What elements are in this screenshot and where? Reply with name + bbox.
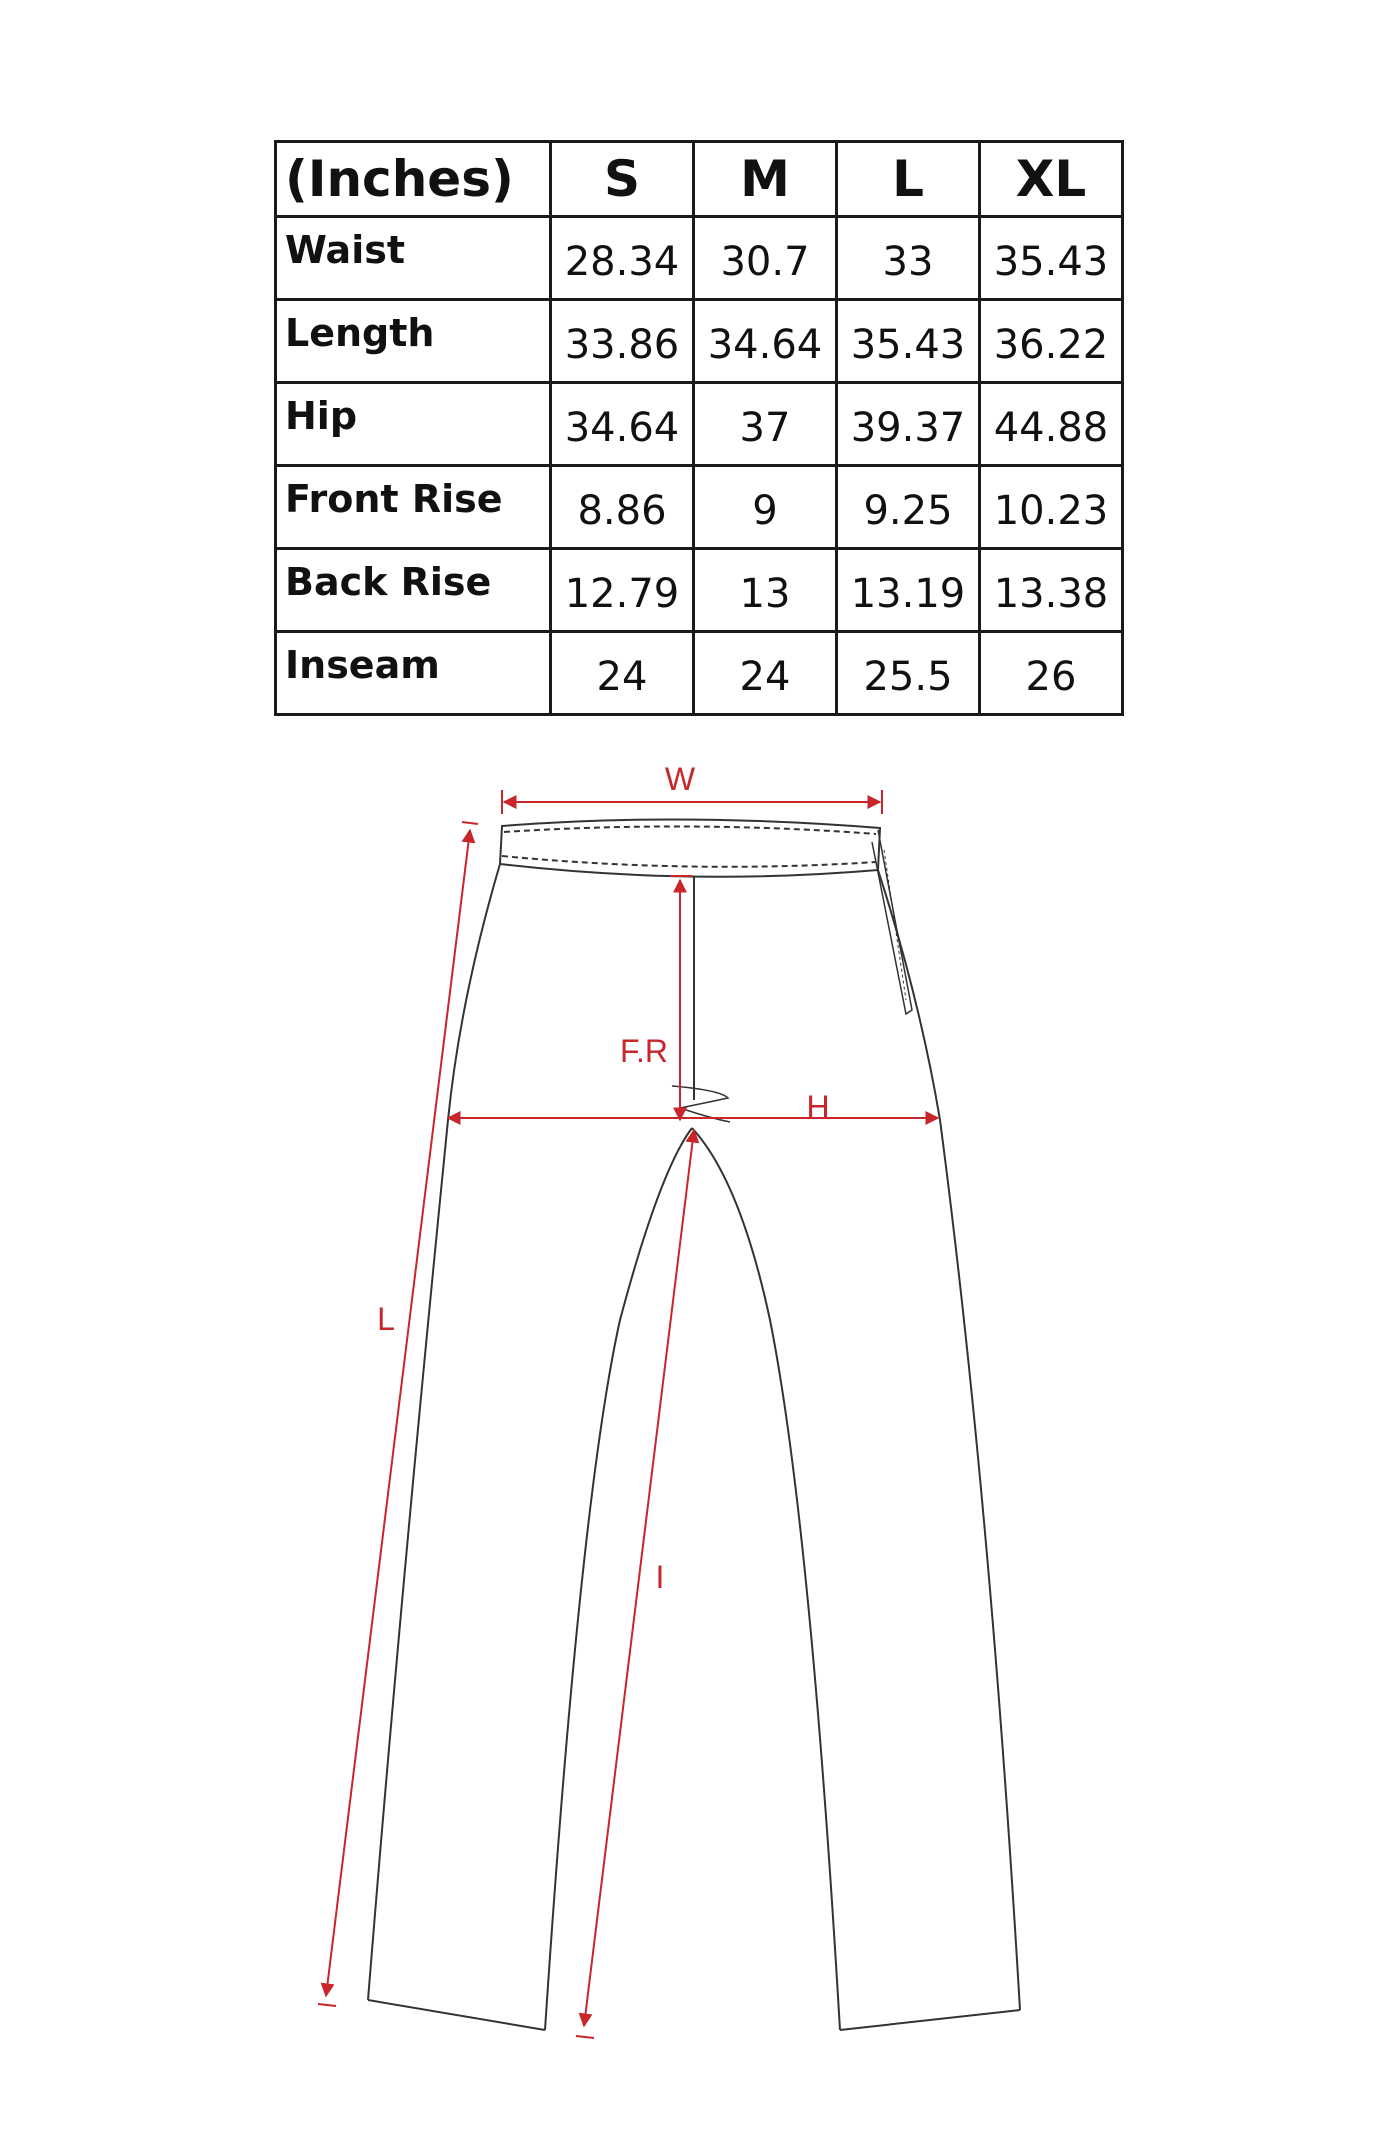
measurement-lines bbox=[318, 790, 938, 2038]
length-label: L bbox=[377, 1301, 395, 1337]
table-cell: 34.64 bbox=[551, 383, 694, 466]
left-inseam bbox=[545, 1128, 692, 2030]
row-label-back-rise: Back Rise bbox=[276, 549, 551, 632]
hip-label: H bbox=[806, 1089, 830, 1125]
right-outseam bbox=[878, 870, 1020, 2010]
front-rise-label: F.R bbox=[620, 1033, 668, 1069]
waistband-stitch-bottom bbox=[502, 856, 876, 867]
unit-header: (Inches) bbox=[276, 142, 551, 217]
row-label-hip: Hip bbox=[276, 383, 551, 466]
row-label-inseam: Inseam bbox=[276, 632, 551, 715]
table-cell: 39.37 bbox=[837, 383, 980, 466]
size-header-s: S bbox=[551, 142, 694, 217]
inseam-label: I bbox=[655, 1559, 665, 1595]
table-cell: 26 bbox=[980, 632, 1123, 715]
waistband bbox=[500, 819, 880, 876]
table-cell: 13.19 bbox=[837, 549, 980, 632]
table-cell: 30.7 bbox=[694, 217, 837, 300]
left-outseam bbox=[368, 864, 500, 2000]
size-header-xl: XL bbox=[980, 142, 1123, 217]
table-cell: 28.34 bbox=[551, 217, 694, 300]
pants-outline bbox=[368, 819, 1020, 2030]
table-cell: 13 bbox=[694, 549, 837, 632]
table-cell: 12.79 bbox=[551, 549, 694, 632]
table-cell: 44.88 bbox=[980, 383, 1123, 466]
table-cell: 24 bbox=[551, 632, 694, 715]
table-cell: 8.86 bbox=[551, 466, 694, 549]
right-hem bbox=[840, 2010, 1020, 2030]
table-cell: 36.22 bbox=[980, 300, 1123, 383]
table-cell: 25.5 bbox=[837, 632, 980, 715]
table-cell: 35.43 bbox=[980, 217, 1123, 300]
table-cell: 10.23 bbox=[980, 466, 1123, 549]
left-hem bbox=[368, 2000, 545, 2030]
table-cell: 24 bbox=[694, 632, 837, 715]
table-cell: 33 bbox=[837, 217, 980, 300]
right-inseam bbox=[692, 1128, 840, 2030]
table-cell: 13.38 bbox=[980, 549, 1123, 632]
waist-label: W bbox=[664, 761, 696, 797]
row-label-length: Length bbox=[276, 300, 551, 383]
size-header-l: L bbox=[837, 142, 980, 217]
size-header-m: M bbox=[694, 142, 837, 217]
table-cell: 35.43 bbox=[837, 300, 980, 383]
table-cell: 9 bbox=[694, 466, 837, 549]
inseam-measure-line bbox=[584, 1130, 694, 2026]
row-label-front-rise: Front Rise bbox=[276, 466, 551, 549]
waistband-stitch bbox=[504, 826, 876, 834]
row-label-waist: Waist bbox=[276, 217, 551, 300]
table-cell: 34.64 bbox=[694, 300, 837, 383]
length-measure-line bbox=[326, 830, 470, 1996]
table-cell: 33.86 bbox=[551, 300, 694, 383]
table-cell: 37 bbox=[694, 383, 837, 466]
table-cell: 9.25 bbox=[837, 466, 980, 549]
